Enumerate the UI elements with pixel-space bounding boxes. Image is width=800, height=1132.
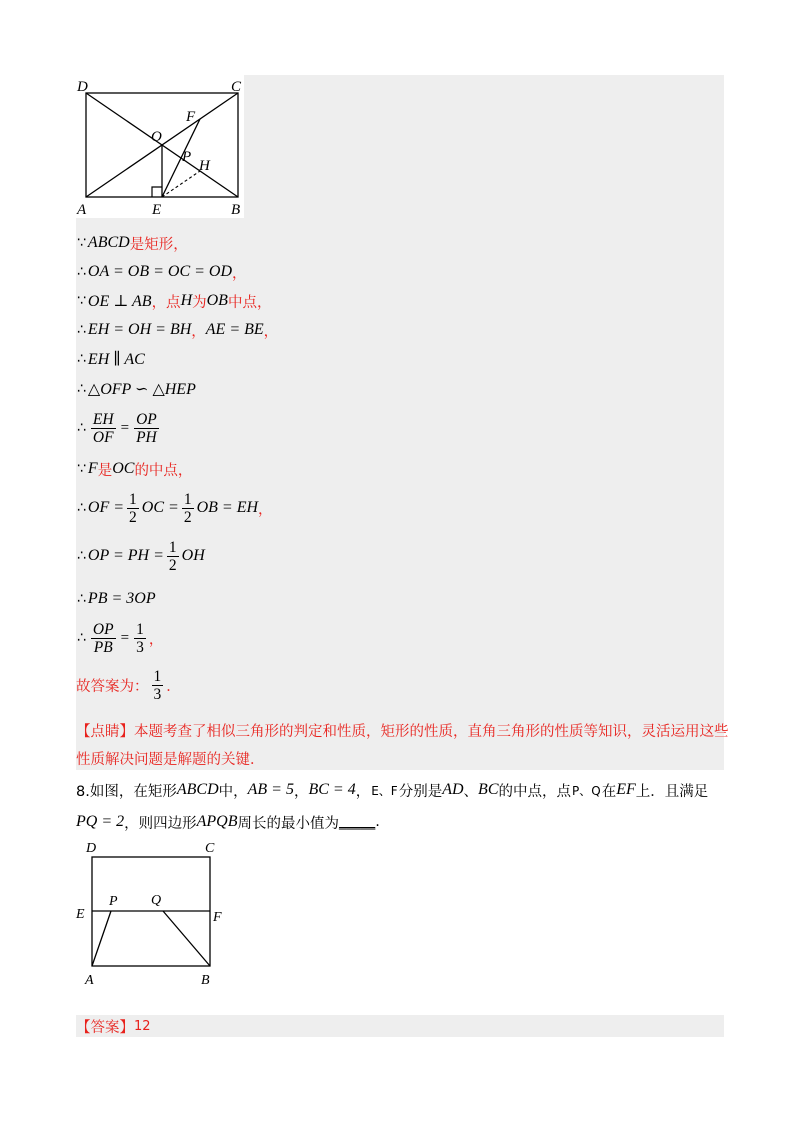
label-d: D xyxy=(77,79,88,95)
fraction-one-half xyxy=(182,491,194,526)
because-symbol: ∵ xyxy=(77,293,86,309)
answer-line xyxy=(76,1014,151,1038)
solution-line-11 xyxy=(77,587,156,611)
therefore-symbol: ∴ xyxy=(77,591,86,607)
red-text: ， xyxy=(232,265,247,282)
denominator: OF xyxy=(92,428,114,446)
red-text: 是矩形， xyxy=(129,236,188,253)
solution-answer-line xyxy=(76,667,181,703)
question-text: 8.如图，在矩形 xyxy=(76,783,177,800)
therefore-symbol: ∴ xyxy=(77,630,86,646)
therefore-symbol: ∴ xyxy=(77,322,86,338)
math-expr: PQ = 2 xyxy=(76,813,125,830)
question-text: . xyxy=(375,814,380,830)
red-text: 是 xyxy=(97,462,113,479)
denominator: 2 xyxy=(129,508,137,526)
label-c: C xyxy=(205,841,215,856)
label-q: Q xyxy=(151,893,162,908)
equals-sign: = xyxy=(120,629,130,646)
numerator: EH xyxy=(92,410,114,428)
math-expr: AB = 5 xyxy=(247,781,294,798)
denominator: 3 xyxy=(153,685,162,703)
numerator: OP xyxy=(92,620,114,638)
therefore-symbol: ∴ xyxy=(77,420,86,436)
question-text: 、 xyxy=(463,783,479,800)
fraction-op-over-ph xyxy=(134,411,159,446)
math-expr: PB = 3OP xyxy=(87,590,156,607)
solution-line-3 xyxy=(77,289,271,313)
comment-text: 【点睛】本题考查了相似三角形的判定和性质，矩形的性质，直角三角形的性质等知识，灵活运用这些 xyxy=(76,723,729,740)
question-text: 分别是 xyxy=(398,783,443,800)
solution-line-4 xyxy=(77,318,278,342)
answer-box xyxy=(76,1015,724,1037)
math-expr: H xyxy=(180,292,193,309)
answer-prefix: 故答案为： xyxy=(76,678,149,695)
solution-line-6 xyxy=(77,377,196,401)
solution-line-2 xyxy=(77,260,247,284)
math-expr: OB xyxy=(206,292,228,309)
comment-text: 性质解决问题是解题的关键． xyxy=(76,751,265,768)
math-expr: OA = OB = OC = OD xyxy=(87,263,233,280)
math-expr: AD xyxy=(442,781,464,798)
therefore-symbol: ∴ xyxy=(77,264,86,280)
fraction-one-third xyxy=(134,621,146,656)
red-text: 为 xyxy=(192,294,207,311)
label-a: A xyxy=(77,202,87,218)
math-expr: ABCD xyxy=(87,234,130,251)
fraction-op-over-pb xyxy=(91,621,116,656)
red-text: ． xyxy=(166,678,181,695)
red-text: 的中点， xyxy=(134,462,193,479)
therefore-symbol: ∴ xyxy=(77,548,86,564)
question-8-line-1 xyxy=(76,778,708,802)
label-b: B xyxy=(231,202,241,218)
segment-qb xyxy=(163,911,210,966)
math-expr: OP = PH = xyxy=(87,547,164,564)
math-expr: OC = xyxy=(141,499,179,516)
question-text: 在 xyxy=(601,783,617,800)
because-symbol: ∵ xyxy=(77,235,86,251)
because-symbol: ∵ xyxy=(77,461,86,477)
label-c: C xyxy=(231,79,242,95)
math-expr: ABCD xyxy=(176,781,219,798)
label-o: O xyxy=(151,129,162,145)
fraction-one-third xyxy=(152,668,164,703)
question-text: ， xyxy=(293,783,309,800)
points-p-q: P、Q xyxy=(572,783,601,798)
math-expr: OC xyxy=(112,460,135,477)
answer-value: 12 xyxy=(134,1018,151,1034)
denominator: 2 xyxy=(168,556,177,574)
math-expr: APQB xyxy=(196,813,238,830)
solution-line-10 xyxy=(77,538,205,574)
label-p: P xyxy=(109,894,118,909)
segment-ap xyxy=(92,911,111,966)
math-expr: △OFP ∽ △HEP xyxy=(87,381,196,398)
equals-sign: = xyxy=(120,419,130,436)
therefore-symbol: ∴ xyxy=(77,351,86,367)
red-text: ， xyxy=(263,323,279,340)
question-text: 中， xyxy=(218,783,248,800)
denominator: PH xyxy=(136,428,157,446)
math-expr: OB = EH xyxy=(196,499,259,516)
label-a: A xyxy=(85,973,94,988)
math-expr: EF xyxy=(616,781,636,798)
label-e: E xyxy=(76,907,85,922)
math-expr: EH ∥ AC xyxy=(87,351,145,368)
numerator: 1 xyxy=(168,538,177,556)
solution-line-7 xyxy=(77,410,162,446)
math-expr: OF = xyxy=(87,499,125,516)
denominator: PB xyxy=(93,638,113,656)
denominator: 2 xyxy=(183,508,192,526)
solution-line-5 xyxy=(77,347,145,371)
question-8-line-2 xyxy=(76,810,380,834)
solution-line-8 xyxy=(77,457,192,481)
red-text: ，点 xyxy=(151,294,181,311)
figure-1-rectangle-diagram xyxy=(76,75,244,218)
math-expr: EH = OH = BH xyxy=(87,321,192,338)
label-f: F xyxy=(213,910,222,925)
math-expr: OE ⊥ AB xyxy=(87,293,152,310)
label-d: D xyxy=(86,841,97,856)
numerator: 1 xyxy=(136,620,144,638)
fraction-one-half xyxy=(127,491,139,526)
red-text: 中点， xyxy=(227,294,272,311)
solution-line-12 xyxy=(77,620,163,656)
math-expr: F xyxy=(87,460,98,477)
points-e-f: E、F xyxy=(371,783,398,798)
math-expr: BC = 4 xyxy=(308,781,356,798)
numerator: 1 xyxy=(129,490,137,508)
figure-2-rectangle-diagram xyxy=(70,835,230,990)
label-h: H xyxy=(199,158,210,174)
question-text: 的中点，点 xyxy=(498,783,571,800)
comment-line-1 xyxy=(76,718,729,742)
solution-line-1 xyxy=(77,231,188,255)
label-p: P xyxy=(182,149,192,165)
answer-blank: _____ xyxy=(339,814,376,830)
therefore-symbol: ∴ xyxy=(77,381,86,397)
label-f: F xyxy=(186,109,196,125)
question-text: ， xyxy=(355,783,371,800)
answer-label: 【答案】 xyxy=(76,1019,134,1036)
math-expr: AE = BE xyxy=(205,321,264,338)
solution-line-9 xyxy=(77,490,273,526)
label-b: B xyxy=(201,973,210,988)
numerator: 1 xyxy=(183,490,192,508)
math-expr: OH xyxy=(181,547,205,564)
fraction-eh-over-of xyxy=(91,411,116,446)
denominator: 3 xyxy=(136,638,144,656)
question-text: 周长的最小值为 xyxy=(237,815,339,832)
question-text: 上．且满足 xyxy=(635,783,709,800)
question-text: ，则四边形 xyxy=(124,815,197,832)
red-text: ， xyxy=(148,631,164,648)
math-expr: BC xyxy=(478,781,499,798)
red-text: ， xyxy=(191,323,206,340)
numerator: 1 xyxy=(153,667,162,685)
comment-line-2 xyxy=(76,746,265,770)
numerator: OP xyxy=(136,410,157,428)
therefore-symbol: ∴ xyxy=(77,500,86,516)
fraction-one-half xyxy=(167,539,179,574)
label-e: E xyxy=(152,202,162,218)
red-text: ， xyxy=(258,501,273,518)
